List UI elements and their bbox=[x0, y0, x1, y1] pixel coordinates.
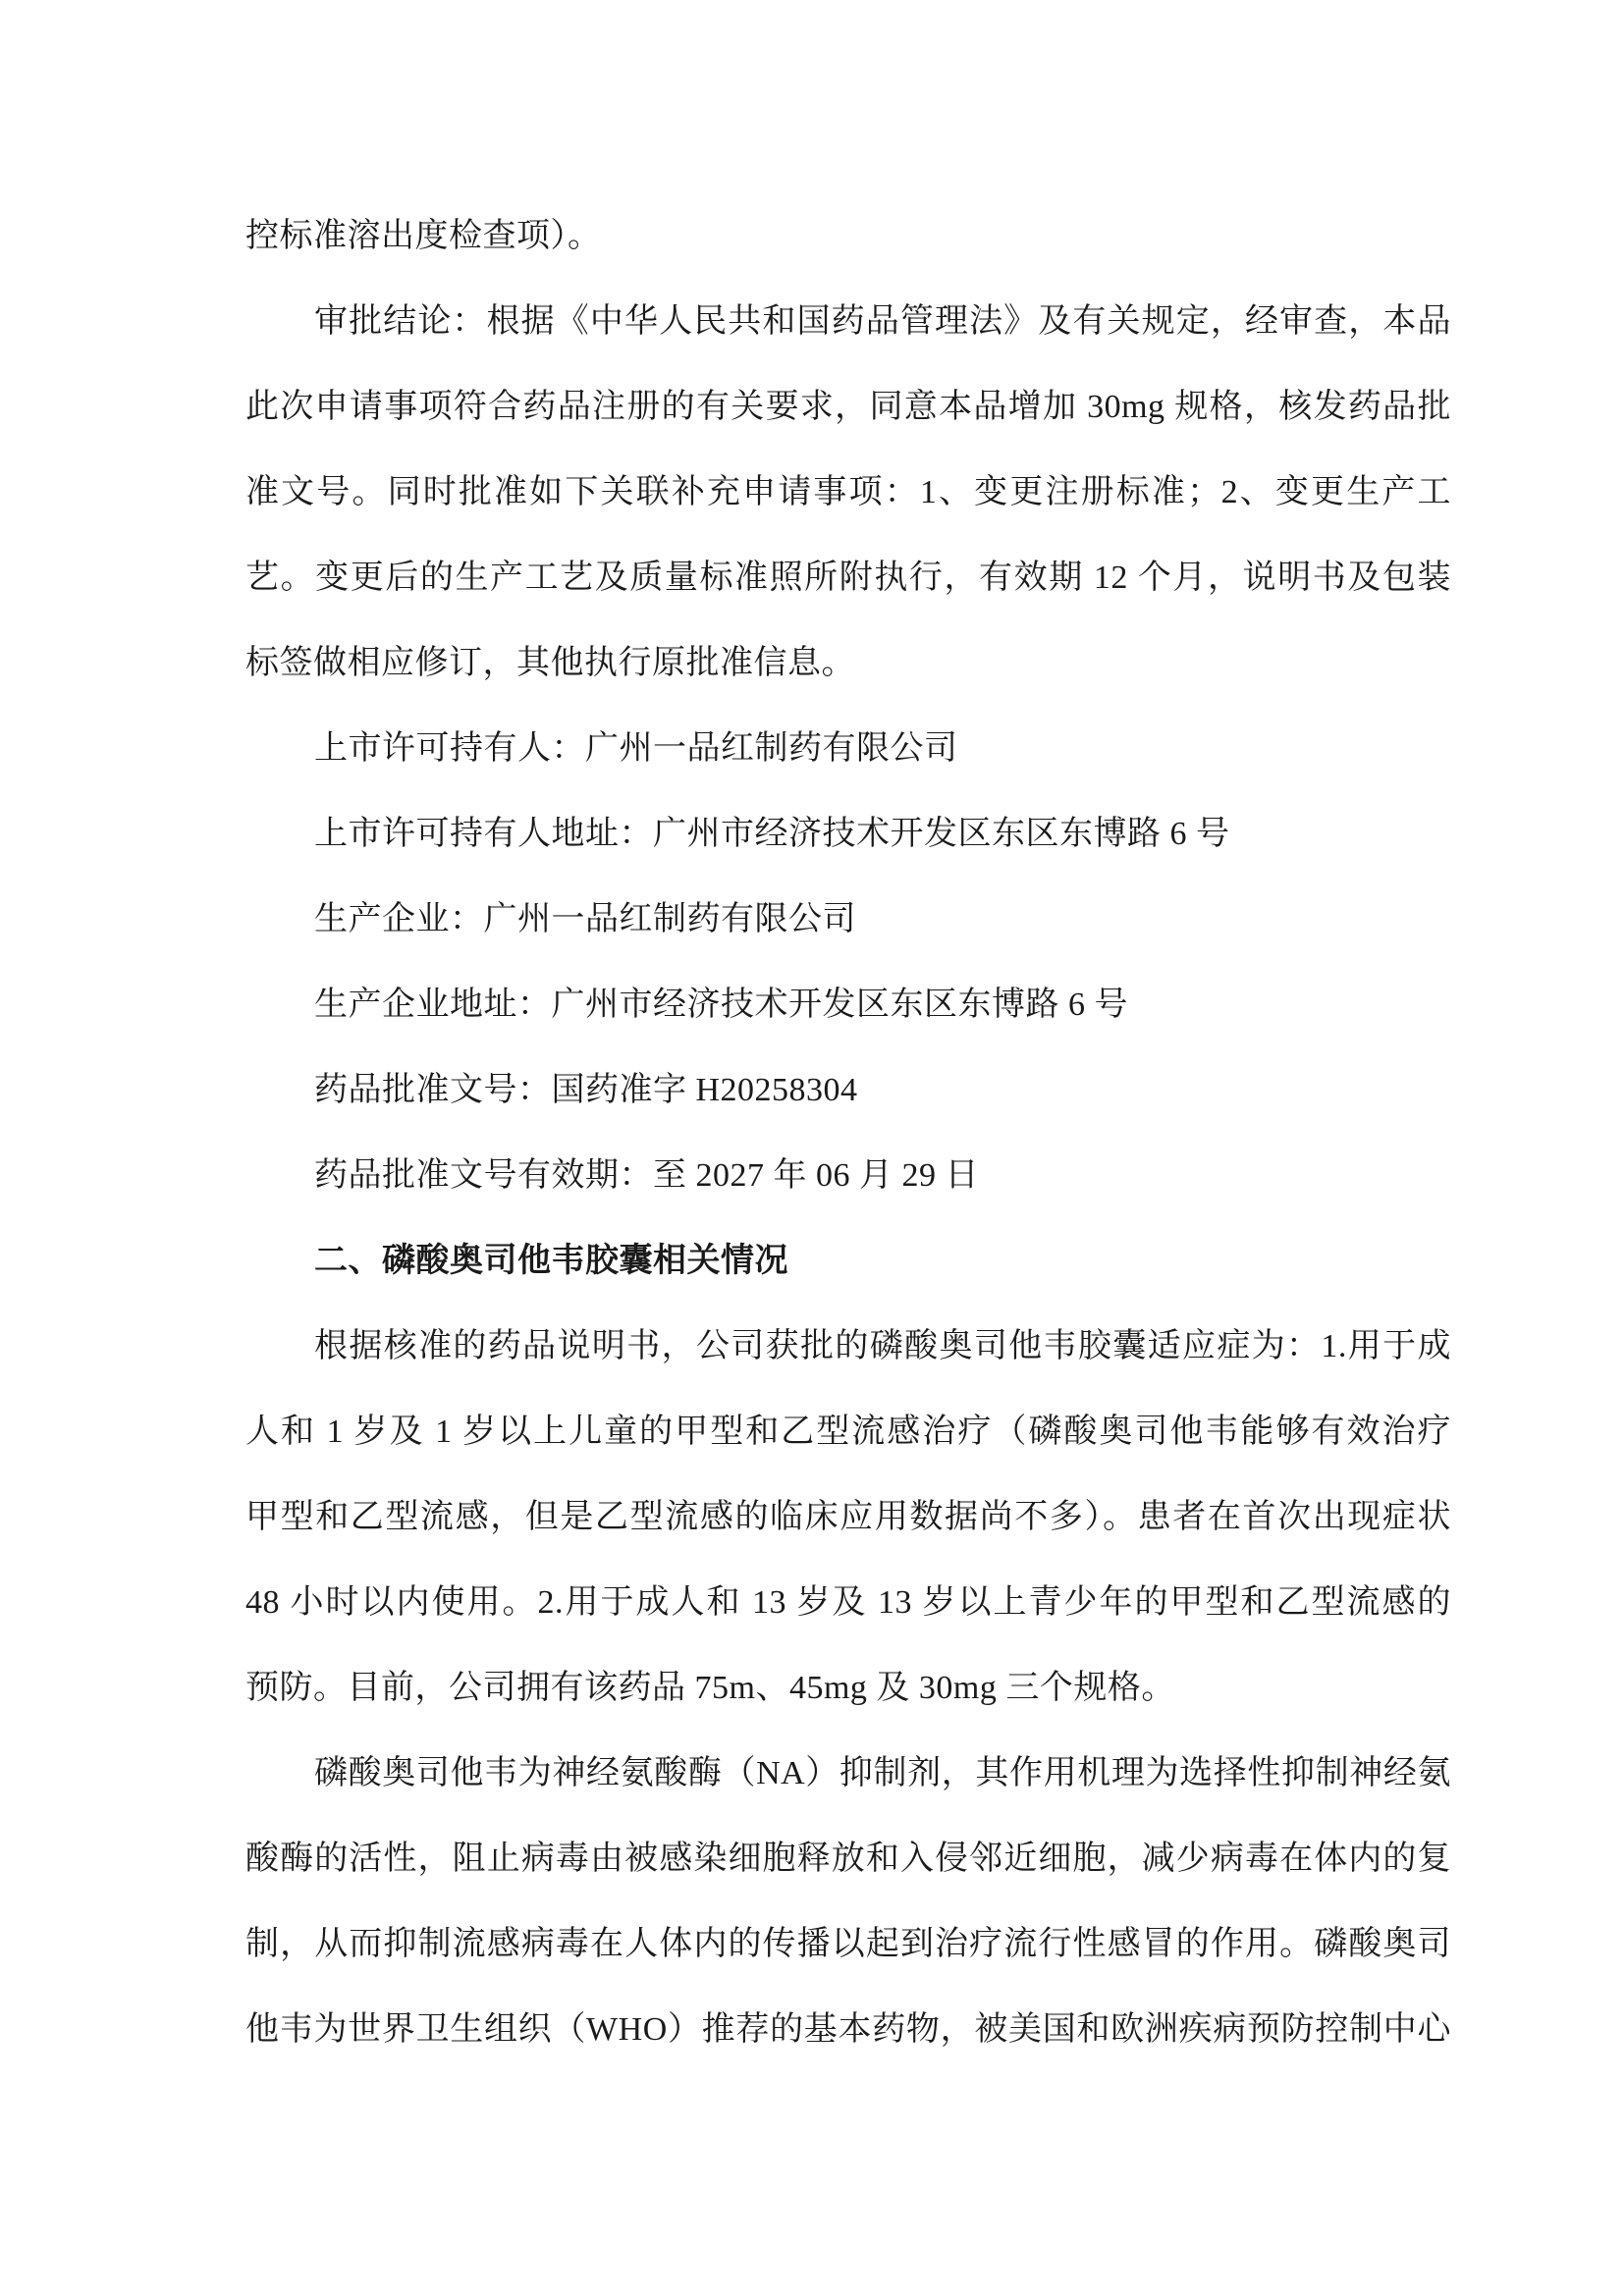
document-line bbox=[245, 1133, 1451, 1218]
document-line bbox=[245, 535, 1451, 620]
document-line bbox=[245, 450, 1451, 535]
document-line-text: 药品批准文号：国药准字 H20258304 bbox=[314, 1072, 858, 1108]
document-line-text: 上市许可持有人地址：广州市经济技术开发区东区东博路 6 号 bbox=[314, 816, 1230, 852]
document-line bbox=[245, 1047, 1451, 1133]
document-line bbox=[245, 1389, 1451, 1474]
document-line-text: 上市许可持有人：广州一品红制药有限公司 bbox=[314, 730, 958, 767]
document-line-text: 生产企业：广州一品红制药有限公司 bbox=[314, 901, 856, 937]
document-line bbox=[245, 962, 1451, 1047]
document-line-text: 制，从而抑制流感病毒在人体内的传播以起到治疗流行性感冒的作用。磷酸奥司 bbox=[245, 1926, 1451, 1962]
document-body bbox=[245, 193, 1451, 2072]
document-line-text: 准文号。同时批准如下关联补充申请事项：1、变更注册标准；2、变更生产工 bbox=[245, 474, 1451, 510]
document-line-text: 二、磷酸奥司他韦胶囊相关情况 bbox=[314, 1243, 788, 1279]
document-line bbox=[245, 791, 1451, 877]
document-line bbox=[245, 620, 1451, 706]
document-line-text: 酸酶的活性，阻止病毒由被感染细胞释放和入侵邻近细胞，减少病毒在体内的复 bbox=[245, 1841, 1451, 1877]
document-line bbox=[245, 706, 1451, 791]
document-line-text: 药品批准文号有效期：至 2027 年 06 月 29 日 bbox=[314, 1157, 979, 1194]
document-line-text: 48 小时以内使用。2.用于成人和 13 岁及 13 岁以上青少年的甲型和乙型流感的 bbox=[245, 1584, 1451, 1621]
document-line bbox=[245, 1901, 1451, 1987]
document-line-text: 标签做相应修订，其他执行原批准信息。 bbox=[245, 645, 855, 681]
document-line-text: 人和 1 岁及 1 岁以上儿童的甲型和乙型流感治疗（磷酸奥司他韦能够有效治疗 bbox=[245, 1414, 1451, 1450]
document-line-text: 生产企业地址：广州市经济技术开发区东区东博路 6 号 bbox=[314, 987, 1128, 1023]
document-line-text: 根据核准的药品说明书，公司获批的磷酸奥司他韦胶囊适应症为：1.用于成 bbox=[314, 1328, 1451, 1364]
document-line-text: 控标准溶出度检查项）。 bbox=[245, 218, 602, 254]
document-line bbox=[245, 279, 1451, 364]
document-line bbox=[245, 1645, 1451, 1731]
document-line-text: 甲型和乙型流感，但是乙型流感的临床应用数据尚不多）。患者在首次出现症状 bbox=[245, 1499, 1451, 1535]
document-line bbox=[245, 1731, 1451, 1816]
document-line-text: 磷酸奥司他韦为神经氨酸酶（NA）抑制剂，其作用机理为选择性抑制神经氨 bbox=[314, 1755, 1451, 1791]
document-line-text: 艺。变更后的生产工艺及质量标准照所附执行，有效期 12 个月，说明书及包装 bbox=[245, 560, 1451, 596]
document-line bbox=[245, 1474, 1451, 1560]
document-line bbox=[245, 1304, 1451, 1389]
document-line bbox=[245, 1560, 1451, 1645]
document-line-text: 审批结论：根据《中华人民共和国药品管理法》及有关规定，经审查，本品 bbox=[314, 303, 1451, 340]
document-line bbox=[245, 1218, 1451, 1304]
document-line bbox=[245, 877, 1451, 962]
document-line bbox=[245, 193, 1451, 279]
document-line bbox=[245, 1987, 1451, 2072]
document-line-text: 预防。目前，公司拥有该药品 75m、45mg 及 30mg 三个规格。 bbox=[245, 1670, 1175, 1706]
document-line-text: 他韦为世界卫生组织（WHO）推荐的基本药物，被美国和欧洲疾病预防控制中心 bbox=[245, 2011, 1451, 2048]
document-line bbox=[245, 1816, 1451, 1901]
document-line-text: 此次申请事项符合药品注册的有关要求，同意本品增加 30mg 规格，核发药品批 bbox=[245, 389, 1451, 425]
document-line bbox=[245, 364, 1451, 450]
